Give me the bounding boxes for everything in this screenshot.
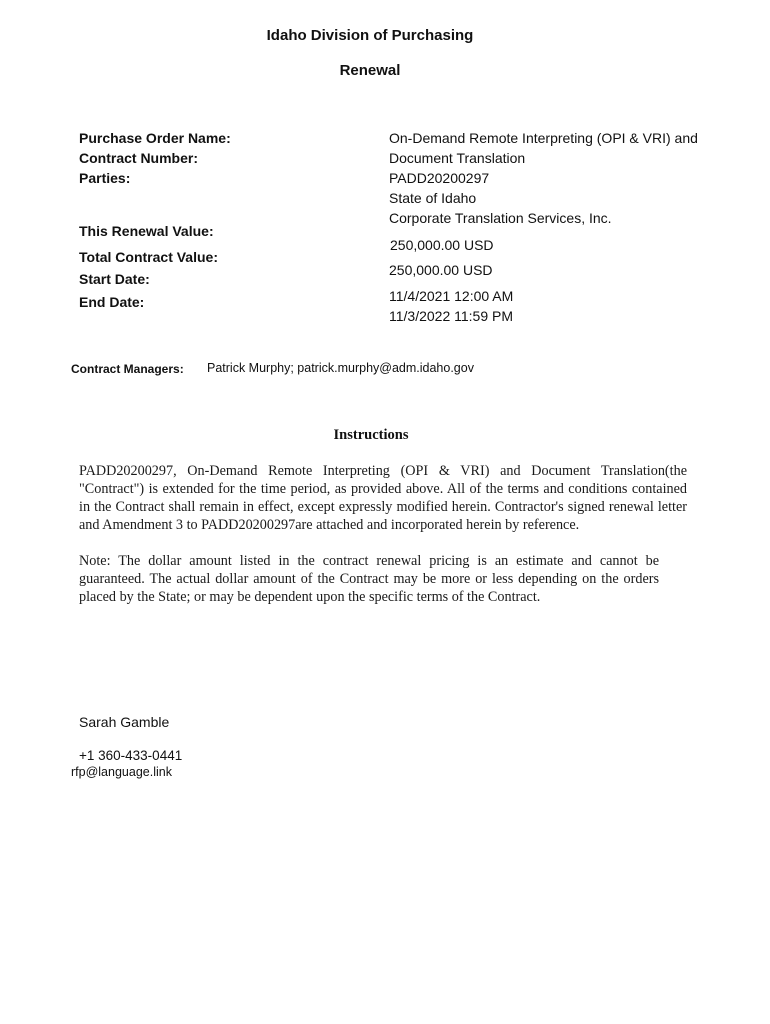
renewal-value-value: 250,000.00 USD [390, 237, 494, 253]
renewal-value-label: This Renewal Value: [79, 223, 214, 239]
instructions-heading: Instructions [333, 427, 409, 443]
note-paragraph: Note: The dollar amount listed in the contract renewal pricing is an estimate and cannot be guaranteed. The actual dollar amount of the Contract may be more or less depending on the orders placed by the State; or may be dependent upon the specific terms of the Contract. [79, 553, 659, 605]
party-vendor-value: Corporate Translation Services, Inc. [389, 210, 612, 226]
contract-number-value: PADD20200297 [389, 170, 490, 186]
contract-managers-value: Patrick Murphy; patrick.murphy@adm.idaho.gov [207, 361, 474, 375]
total-value-value: 250,000.00 USD [389, 262, 493, 278]
signer-phone: +1 360-433-0441 [79, 748, 183, 763]
signer-email: rfp@language.link [71, 765, 172, 779]
parties-label: Parties: [79, 170, 131, 186]
start-date-value: 11/4/2021 12:00 AM [389, 288, 514, 304]
po-name-value-line2: Document Translation [389, 150, 526, 166]
page-title: Idaho Division of Purchasing [266, 27, 474, 44]
signer-name: Sarah Gamble [79, 714, 170, 730]
contract-number-label: Contract Number: [79, 150, 199, 166]
party-state-value: State of Idaho [389, 190, 477, 206]
instructions-paragraph: PADD20200297, On-Demand Remote Interpreting (OPI & VRI) and Document Translation(the "Contract") is extended for the time period, as provided above. All of the terms and conditions contained in the Contract shall remain in effect, except expressly modified herein. Contractor's signed renewal letter and Amendment 3 to PADD20200297are attached and incorporated herein by reference. [79, 463, 687, 533]
page-subtitle: Renewal [339, 62, 401, 79]
start-date-label: Start Date: [79, 271, 150, 287]
po-name-label: Purchase Order Name: [79, 130, 231, 146]
contract-managers-label: Contract Managers: [71, 362, 184, 376]
total-value-label: Total Contract Value: [79, 249, 218, 265]
po-name-value-line1: On-Demand Remote Interpreting (OPI & VRI) and [389, 130, 698, 146]
end-date-value: 11/3/2022 11:59 PM [389, 308, 514, 324]
end-date-label: End Date: [79, 294, 145, 310]
